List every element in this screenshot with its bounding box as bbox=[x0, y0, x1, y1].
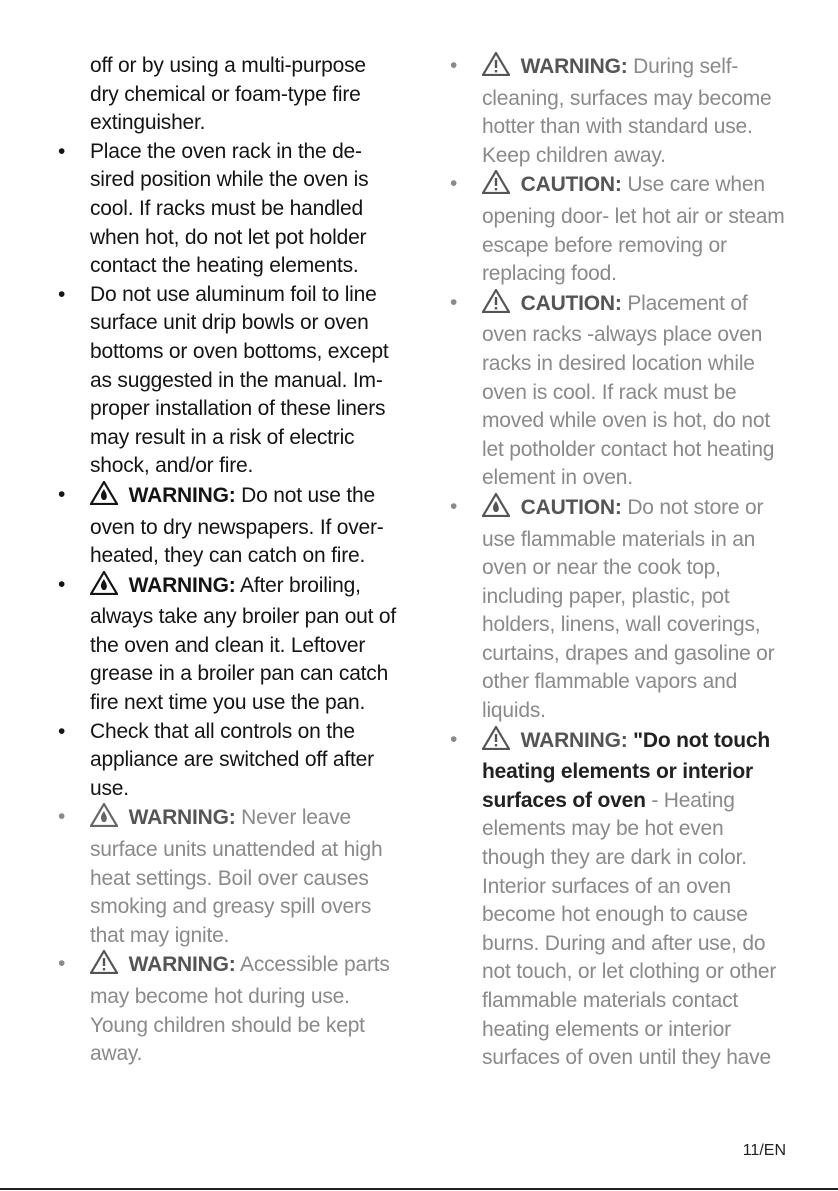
bullet-rack-position bbox=[48, 138, 398, 281]
bullet-dot: • bbox=[58, 805, 66, 829]
bullet-dot: • bbox=[450, 172, 458, 196]
warning-fire-icon bbox=[90, 481, 118, 514]
right-column bbox=[440, 52, 790, 1073]
bullet-dot: • bbox=[58, 282, 66, 306]
bullet-dot: • bbox=[58, 482, 66, 506]
warning-icon bbox=[482, 52, 510, 85]
caution-label: CAUTION: bbox=[520, 291, 622, 315]
warning-label: WARNING: bbox=[128, 573, 236, 597]
bullet-controls-off bbox=[48, 718, 398, 804]
bullet-dot: • bbox=[58, 572, 66, 596]
bullet-text: Do not use the oven to dry newspapers. If over-heated, they can catch on fire. bbox=[90, 483, 384, 568]
bullet-warning-broiling bbox=[48, 571, 398, 718]
caution-label: CAUTION: bbox=[520, 173, 622, 197]
bullet-text: During self-cleaning, surfaces may become hotter than with standard use. Keep children away. bbox=[482, 55, 772, 167]
bullet-aluminum-foil bbox=[48, 281, 398, 481]
warning-icon bbox=[90, 950, 118, 983]
bullet-text: Never leave surface units unattended at high heat settings. Boil over causes smoking and greasy spill overs that may ignite. bbox=[90, 806, 383, 947]
warning-label: WARNING: bbox=[520, 728, 628, 752]
bullet-text: Do not store or use flammable materials in an oven or near the cook top, including paper, plastic, pot holders, linens, wall coverings, curtains, drapes and gasoline or other flammable vapors and liquids. bbox=[482, 495, 775, 723]
warning-label: WARNING: bbox=[128, 953, 236, 977]
bullet-dot: • bbox=[58, 952, 66, 976]
bullet-text: Placement of oven racks -always place oven racks in desired location while oven is cool. If rack must be moved while oven is hot, do not let potholder contact hot heating element in oven. bbox=[482, 291, 775, 490]
warning-icon bbox=[482, 170, 510, 203]
warning-label: WARNING: bbox=[128, 483, 236, 507]
bullet-dot: • bbox=[450, 54, 458, 77]
intro-text: off or by using a multi-purpose dry chemical or foam-type fire extinguisher. bbox=[90, 54, 366, 135]
warning-fire-icon bbox=[90, 571, 118, 604]
warning-icon bbox=[482, 289, 510, 322]
footer-rule bbox=[0, 1188, 838, 1190]
page-number: 11/EN bbox=[742, 1142, 786, 1159]
bullet-text: Check that all controls on the appliance are switched off after use. bbox=[90, 719, 374, 800]
bullet-text: After broiling, always take any broiler pan out of the oven and clean it. Leftover grease in a broiler pan can catch fire next time you use the pan. bbox=[90, 573, 397, 715]
bullet-warning-accessible-parts bbox=[48, 950, 398, 1068]
bullet-text: Place the oven rack in the de-sired position while the oven is cool. If racks must be handled when hot, do not let pot holder contact the heating elements. bbox=[90, 139, 369, 278]
warning-fire-icon bbox=[90, 803, 118, 836]
warning-fire-icon bbox=[482, 493, 510, 526]
left-column bbox=[48, 52, 398, 1069]
bullet-dot: • bbox=[450, 727, 458, 751]
bullet-warning-heating-elements bbox=[440, 726, 790, 1073]
bullet-text: Use care when opening door- let hot air or steam escape before removing or replacing food. bbox=[482, 173, 785, 286]
caution-label: CAUTION: bbox=[520, 495, 622, 519]
bullet-caution-flammable bbox=[440, 493, 790, 726]
bullet-warning-self-cleaning bbox=[440, 52, 790, 170]
bullet-caution-door bbox=[440, 170, 790, 288]
bullet-dot: • bbox=[58, 719, 66, 743]
bullet-text: - Heating elements may be hot even though they are dark in color. Interior surfaces of an oven become hot enough to cause burns. During and after use, do not touch, or let clothing or other flammable materials contact heating elements or interior surfaces of oven until they have bbox=[482, 788, 777, 1070]
bullet-dot: • bbox=[58, 139, 66, 163]
bullet-text: Do not use aluminum foil to line surface unit drip bowls or oven bottoms or oven bottoms, except as suggested in the manual. Im-proper installation of these liners may result in a risk of electric shock, and/or fire. bbox=[90, 282, 389, 478]
bullet-text: Accessible parts may become hot during use. Young children should be kept away. bbox=[90, 953, 390, 1066]
bullet-dot: • bbox=[450, 494, 458, 518]
emphasis-text: "Do not touch heating elements or interior surfaces of oven bbox=[482, 728, 770, 812]
warning-label: WARNING: bbox=[128, 806, 236, 830]
warning-icon bbox=[482, 726, 510, 759]
bullet-warning-unattended bbox=[48, 803, 398, 950]
warning-label: WARNING: bbox=[520, 55, 628, 78]
bullet-caution-racks bbox=[440, 289, 790, 493]
bullet-dot: • bbox=[450, 290, 458, 314]
intro-continuation bbox=[48, 52, 398, 138]
bullet-warning-newspapers bbox=[48, 481, 398, 571]
